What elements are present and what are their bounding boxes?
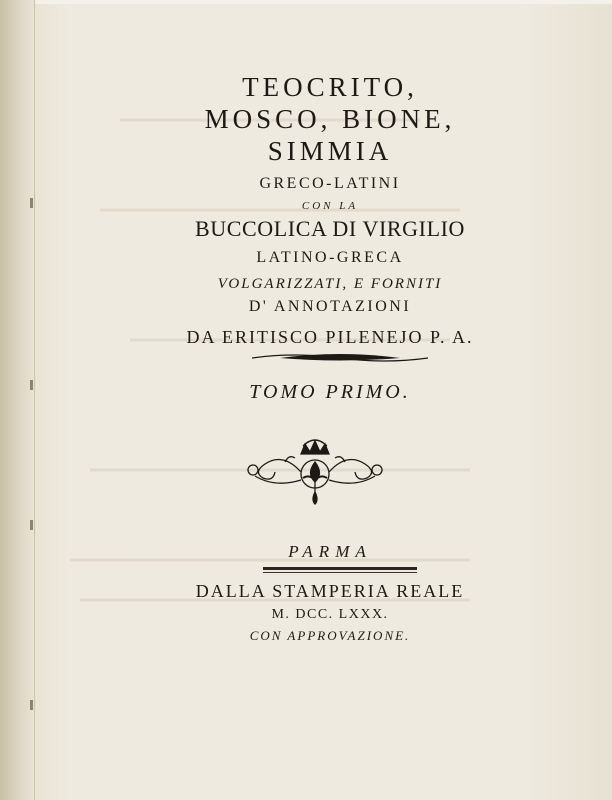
subtitle-greco-latini: GRECO-LATINI: [259, 175, 401, 192]
title-authors-line-2: MOSCO, BIONE,: [204, 104, 456, 134]
subtitle-latino-greca: LATINO-GRECA: [256, 249, 404, 266]
imprint-approval: CON APPROVAZIONE.: [249, 628, 411, 643]
subtitle-buccolica: BUCCOLICA DI VIRGILIO: [194, 216, 466, 241]
subtitle-con-la: CON LA: [301, 200, 359, 212]
subtitle-annotazioni: D' ANNOTAZIONI: [248, 298, 412, 315]
imprint-thin-rule: [263, 572, 417, 573]
swelled-rule-ornament: [250, 350, 430, 366]
imprint-thick-rule: [263, 567, 417, 570]
title-authors-line-1: TEOCRITO,: [242, 72, 418, 102]
volume-label: TOMO PRIMO.: [249, 381, 411, 403]
imprint-printer: DALLA STAMPERIA REALE: [195, 581, 465, 601]
subtitle-volgarizzati: VOLGARIZZATI, E FORNITI: [217, 276, 443, 292]
imprint-year: M. DCC. LXXX.: [271, 607, 389, 622]
imprint-city: PARMA: [288, 542, 372, 561]
translator-line: DA ERITISCO PILENEJO P. A.: [186, 327, 474, 347]
crown-fleur-de-lis-vignette-icon: [245, 432, 385, 506]
title-authors-line-3: SIMMIA: [267, 136, 393, 166]
